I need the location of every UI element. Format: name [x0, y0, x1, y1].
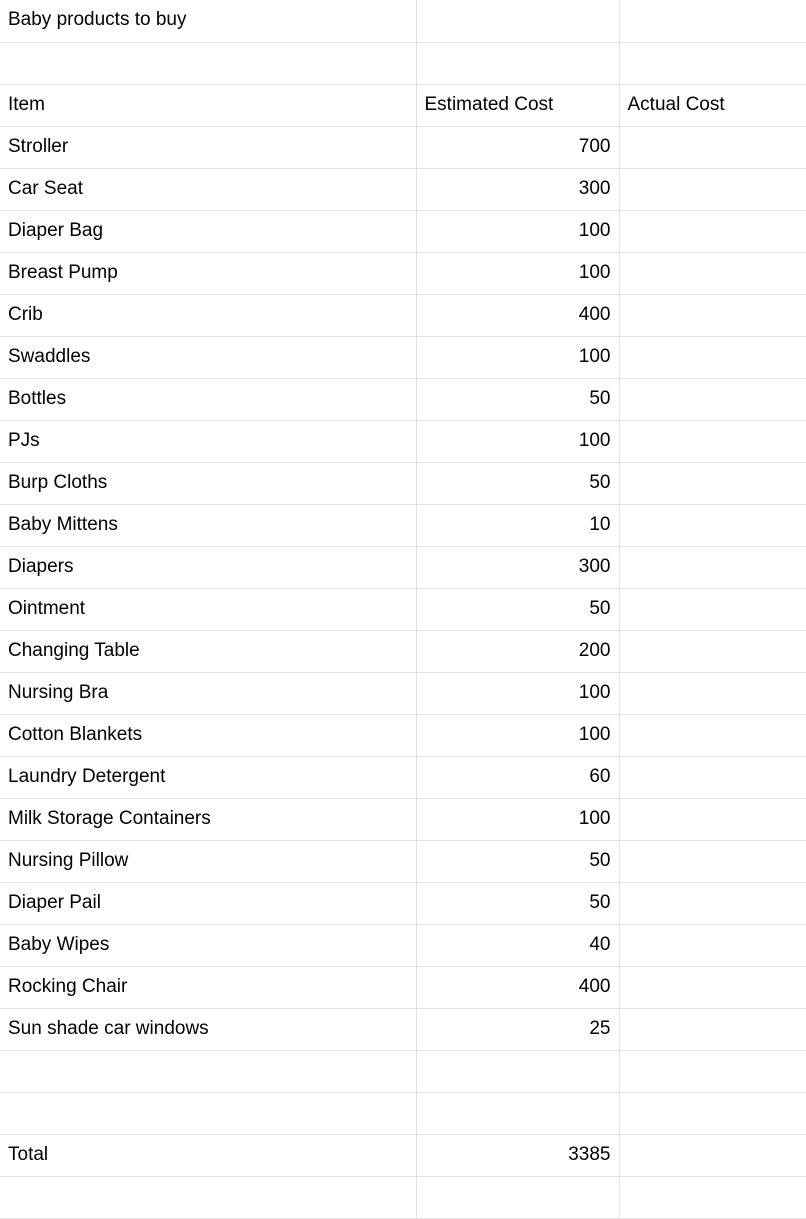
table-row [0, 504, 806, 546]
total-label[interactable]: Total [0, 1134, 416, 1176]
cell-item[interactable]: Crib [0, 294, 416, 336]
cell-estimated[interactable]: 100 [416, 420, 619, 462]
total-actual[interactable] [619, 1134, 806, 1176]
cell-estimated[interactable]: 300 [416, 168, 619, 210]
cell-item[interactable]: Changing Table [0, 630, 416, 672]
spacer-cell-2[interactable] [416, 1092, 619, 1134]
cell-item[interactable]: Laundry Detergent [0, 756, 416, 798]
table-row [0, 924, 806, 966]
cell-actual[interactable] [619, 420, 806, 462]
title-row [0, 0, 806, 42]
cell-estimated[interactable]: 100 [416, 798, 619, 840]
cell-actual[interactable] [619, 252, 806, 294]
spacer-cell-1[interactable] [0, 1050, 416, 1092]
cell-actual[interactable] [619, 714, 806, 756]
table-row [0, 336, 806, 378]
cell-actual[interactable] [619, 840, 806, 882]
cell-estimated[interactable]: 10 [416, 504, 619, 546]
table-row [0, 840, 806, 882]
spacer-cell-2[interactable] [416, 1176, 619, 1218]
cell-item[interactable]: Cotton Blankets [0, 714, 416, 756]
cell-actual[interactable] [619, 504, 806, 546]
cell-actual[interactable] [619, 756, 806, 798]
cell-item[interactable]: Diapers [0, 546, 416, 588]
spacer-cell-1[interactable] [0, 1176, 416, 1218]
cell-estimated[interactable]: 100 [416, 672, 619, 714]
cell-estimated[interactable]: 300 [416, 546, 619, 588]
cell-estimated[interactable]: 700 [416, 126, 619, 168]
total-row [0, 1134, 806, 1176]
table-row [0, 714, 806, 756]
cell-item[interactable]: Stroller [0, 126, 416, 168]
cell-estimated[interactable]: 100 [416, 210, 619, 252]
cell-item[interactable]: Nursing Bra [0, 672, 416, 714]
cell-estimated[interactable]: 200 [416, 630, 619, 672]
cell-actual[interactable] [619, 294, 806, 336]
cell-item[interactable]: Milk Storage Containers [0, 798, 416, 840]
cell-actual[interactable] [619, 798, 806, 840]
cell-estimated[interactable]: 25 [416, 1008, 619, 1050]
cell-estimated[interactable]: 50 [416, 588, 619, 630]
cell-actual[interactable] [619, 168, 806, 210]
cell-actual[interactable] [619, 546, 806, 588]
cell-actual[interactable] [619, 378, 806, 420]
cell-actual[interactable] [619, 672, 806, 714]
cell-estimated[interactable]: 60 [416, 756, 619, 798]
cell-actual[interactable] [619, 630, 806, 672]
table-row [0, 126, 806, 168]
spacer-row-2 [0, 1050, 806, 1092]
table-row [0, 798, 806, 840]
spacer-cell-3[interactable] [619, 1092, 806, 1134]
title-row-cell-2[interactable] [416, 0, 619, 42]
column-header-actual-cost[interactable]: Actual Cost [619, 84, 806, 126]
cell-item[interactable]: Breast Pump [0, 252, 416, 294]
table-row [0, 378, 806, 420]
table-row [0, 630, 806, 672]
cell-estimated[interactable]: 400 [416, 294, 619, 336]
cell-estimated[interactable]: 100 [416, 252, 619, 294]
cell-actual[interactable] [619, 882, 806, 924]
table-row [0, 168, 806, 210]
spacer-cell-3[interactable] [619, 42, 806, 84]
spacer-cell-1[interactable] [0, 42, 416, 84]
table-row [0, 882, 806, 924]
table-row [0, 546, 806, 588]
title-row-cell-3[interactable] [619, 0, 806, 42]
cell-item[interactable]: Baby Mittens [0, 504, 416, 546]
table-row [0, 252, 806, 294]
table-row [0, 420, 806, 462]
cell-item[interactable]: Nursing Pillow [0, 840, 416, 882]
cell-item[interactable]: Sun shade car windows [0, 1008, 416, 1050]
cell-actual[interactable] [619, 210, 806, 252]
table-row [0, 1008, 806, 1050]
column-header-estimated-cost[interactable]: Estimated Cost [416, 84, 619, 126]
table-row [0, 966, 806, 1008]
cell-item[interactable]: Diaper Pail [0, 882, 416, 924]
spacer-row-4 [0, 1176, 806, 1218]
cell-actual[interactable] [619, 924, 806, 966]
cell-estimated[interactable]: 50 [416, 462, 619, 504]
spacer-cell-2[interactable] [416, 1050, 619, 1092]
header-row [0, 84, 806, 126]
cell-actual[interactable] [619, 1008, 806, 1050]
cell-item[interactable]: Bottles [0, 378, 416, 420]
cell-item[interactable]: Rocking Chair [0, 966, 416, 1008]
spacer-row-1 [0, 42, 806, 84]
cell-estimated[interactable]: 50 [416, 882, 619, 924]
cell-item[interactable]: Diaper Bag [0, 210, 416, 252]
spacer-cell-3[interactable] [619, 1050, 806, 1092]
cell-estimated[interactable]: 100 [416, 714, 619, 756]
spacer-row-3 [0, 1092, 806, 1134]
cell-item[interactable]: Baby Wipes [0, 924, 416, 966]
cell-estimated[interactable]: 50 [416, 378, 619, 420]
cell-actual[interactable] [619, 462, 806, 504]
table-row [0, 588, 806, 630]
column-header-item[interactable]: Item [0, 84, 416, 126]
table-row [0, 462, 806, 504]
cell-actual[interactable] [619, 126, 806, 168]
cell-estimated[interactable]: 40 [416, 924, 619, 966]
cell-estimated[interactable]: 100 [416, 336, 619, 378]
total-estimated[interactable]: 3385 [416, 1134, 619, 1176]
table-row [0, 294, 806, 336]
cell-item[interactable]: Car Seat [0, 168, 416, 210]
cell-estimated[interactable]: 50 [416, 840, 619, 882]
cell-actual[interactable] [619, 966, 806, 1008]
cell-actual[interactable] [619, 336, 806, 378]
spacer-cell-2[interactable] [416, 42, 619, 84]
table-row [0, 756, 806, 798]
table-row [0, 672, 806, 714]
spacer-cell-3[interactable] [619, 1176, 806, 1218]
cell-item[interactable]: Ointment [0, 588, 416, 630]
cell-item[interactable]: Swaddles [0, 336, 416, 378]
cell-item[interactable]: PJs [0, 420, 416, 462]
cell-item[interactable]: Burp Cloths [0, 462, 416, 504]
cell-estimated[interactable]: 400 [416, 966, 619, 1008]
table-row [0, 210, 806, 252]
cell-actual[interactable] [619, 588, 806, 630]
spacer-cell-1[interactable] [0, 1092, 416, 1134]
document-title[interactable]: Baby products to buy [0, 0, 416, 42]
